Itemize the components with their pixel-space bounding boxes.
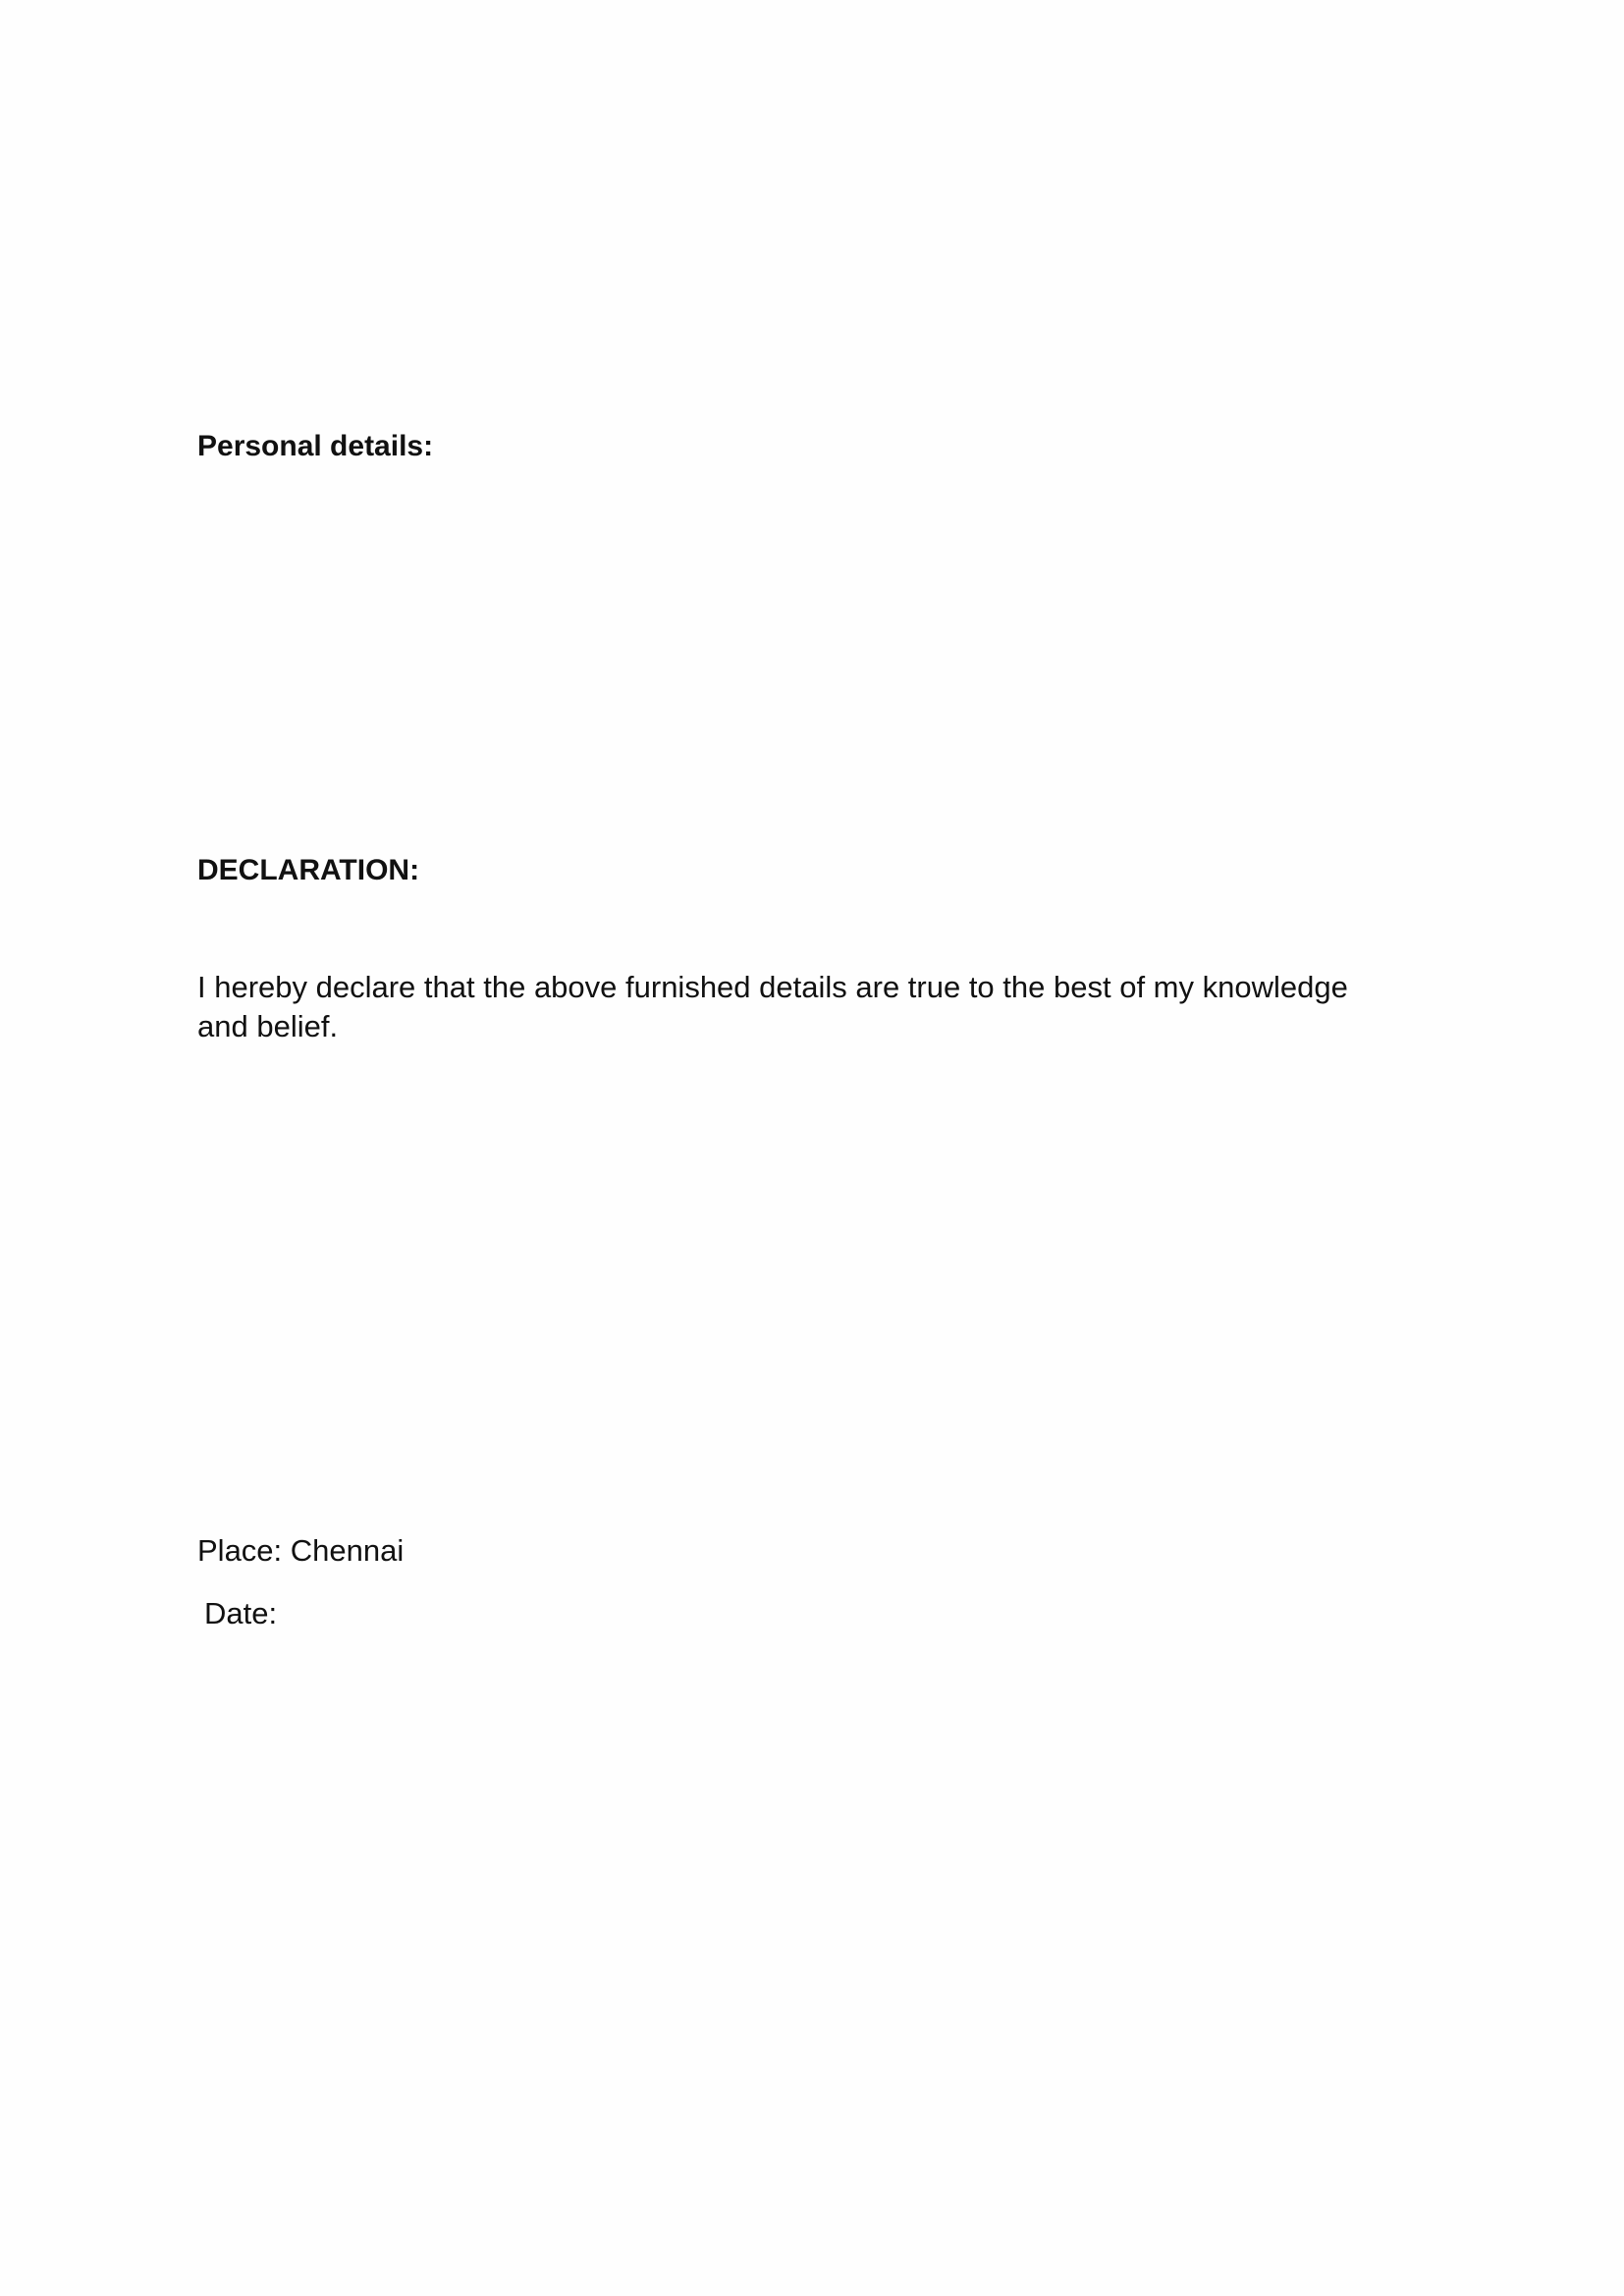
date-label: Date:	[204, 1596, 278, 1630]
place-line	[197, 1532, 404, 1570]
place-value: Chennai	[290, 1533, 405, 1568]
declaration-heading: DECLARATION:	[197, 854, 420, 886]
declaration-text: I hereby declare that the above furnished details are true to the best of my knowledge and belief.	[197, 970, 1348, 1043]
personal-details-heading: Personal details:	[197, 430, 434, 462]
date-line	[204, 1595, 277, 1632]
place-label: Place:	[197, 1533, 283, 1568]
